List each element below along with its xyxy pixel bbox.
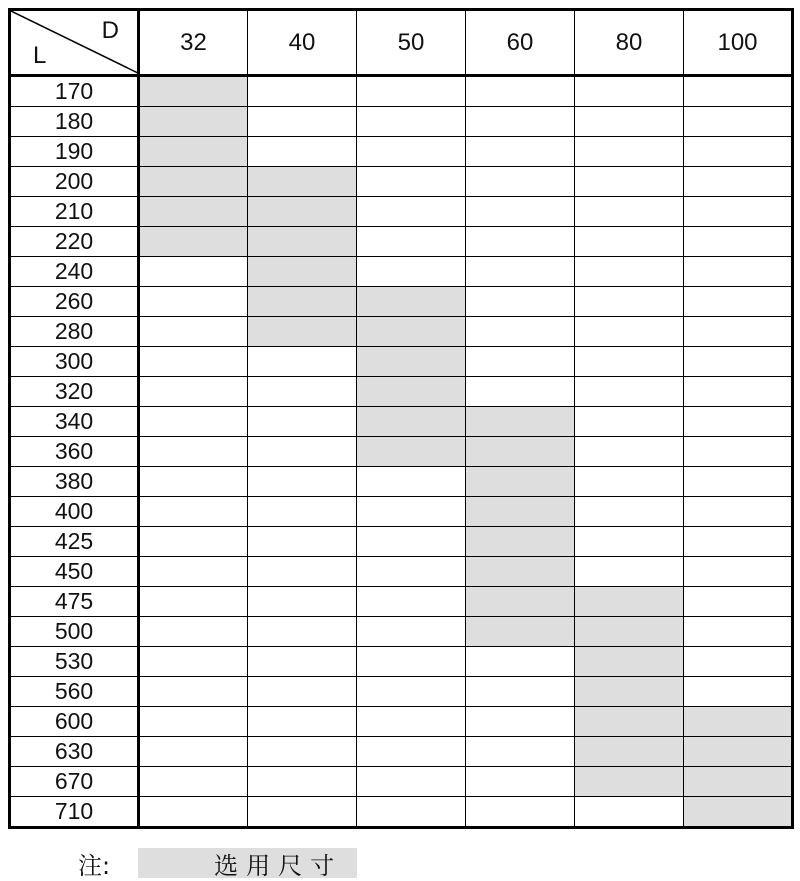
table-cell — [357, 197, 466, 227]
table-cell — [466, 137, 575, 167]
table-body — [10, 76, 793, 828]
row-axis-label: L — [33, 42, 47, 69]
table-row — [10, 437, 793, 467]
table-row — [10, 407, 793, 437]
table-cell — [139, 587, 248, 617]
table-cell — [248, 557, 357, 587]
row-header: 240 — [10, 257, 139, 287]
table-cell — [248, 737, 357, 767]
header-row — [10, 10, 793, 76]
table-cell — [466, 647, 575, 677]
selected-size-cell — [248, 287, 357, 317]
table-cell — [684, 557, 793, 587]
table-row — [10, 347, 793, 377]
table-cell — [575, 497, 684, 527]
table-row — [10, 527, 793, 557]
table-cell — [575, 377, 684, 407]
table-cell — [466, 197, 575, 227]
table-row — [10, 767, 793, 797]
row-header: 670 — [10, 767, 139, 797]
table-cell — [684, 377, 793, 407]
table-cell — [575, 437, 684, 467]
row-header: 340 — [10, 407, 139, 437]
row-header: 600 — [10, 707, 139, 737]
table-cell — [684, 107, 793, 137]
selected-size-cell — [575, 677, 684, 707]
row-header: 320 — [10, 377, 139, 407]
table-cell — [575, 227, 684, 257]
table-cell — [684, 407, 793, 437]
table-cell — [357, 76, 466, 107]
table-row — [10, 317, 793, 347]
column-header: 80 — [575, 10, 684, 76]
row-header: 210 — [10, 197, 139, 227]
table-cell — [139, 377, 248, 407]
row-header: 190 — [10, 137, 139, 167]
row-header: 630 — [10, 737, 139, 767]
table-row — [10, 197, 793, 227]
column-header: 32 — [139, 10, 248, 76]
table-row — [10, 707, 793, 737]
table-cell — [357, 167, 466, 197]
table-row — [10, 737, 793, 767]
column-axis-label: D — [101, 17, 119, 44]
table-cell — [575, 797, 684, 828]
column-header: 60 — [466, 10, 575, 76]
table-cell — [139, 317, 248, 347]
table-row — [10, 377, 793, 407]
selected-size-cell — [139, 227, 248, 257]
table-row — [10, 677, 793, 707]
table-cell — [684, 197, 793, 227]
table-cell — [248, 707, 357, 737]
table-cell — [248, 107, 357, 137]
selected-size-cell — [684, 767, 793, 797]
table-cell — [684, 137, 793, 167]
selected-size-cell — [684, 737, 793, 767]
row-header: 170 — [10, 76, 139, 107]
table-cell — [139, 437, 248, 467]
selected-size-cell — [248, 167, 357, 197]
row-header: 360 — [10, 437, 139, 467]
table-cell — [139, 527, 248, 557]
table-cell — [684, 647, 793, 677]
selected-size-cell — [466, 407, 575, 437]
table-cell — [684, 437, 793, 467]
table-cell — [248, 647, 357, 677]
table-cell — [466, 287, 575, 317]
row-header: 260 — [10, 287, 139, 317]
table-row — [10, 107, 793, 137]
table-cell — [684, 587, 793, 617]
table-cell — [575, 407, 684, 437]
table-cell — [466, 707, 575, 737]
table-row — [10, 257, 793, 287]
table-row — [10, 797, 793, 828]
table-cell — [139, 647, 248, 677]
table-cell — [248, 527, 357, 557]
selected-size-cell — [357, 347, 466, 377]
table-cell — [684, 497, 793, 527]
table-cell — [139, 287, 248, 317]
table-cell — [575, 557, 684, 587]
selected-size-cell — [139, 76, 248, 107]
table-cell — [357, 227, 466, 257]
table-cell — [248, 347, 357, 377]
table-cell — [248, 437, 357, 467]
table-cell — [357, 797, 466, 828]
table-cell — [466, 257, 575, 287]
size-selection-table — [8, 8, 794, 829]
table-cell — [684, 677, 793, 707]
corner-cell — [10, 10, 139, 76]
table-cell — [466, 347, 575, 377]
table-cell — [357, 107, 466, 137]
row-header: 280 — [10, 317, 139, 347]
selected-size-cell — [684, 707, 793, 737]
table-cell — [248, 497, 357, 527]
table-cell — [684, 467, 793, 497]
table-cell — [248, 587, 357, 617]
selected-size-cell — [575, 737, 684, 767]
table-cell — [139, 737, 248, 767]
table-cell — [357, 587, 466, 617]
table-cell — [684, 317, 793, 347]
table-cell — [575, 257, 684, 287]
row-header: 180 — [10, 107, 139, 137]
table-cell — [575, 137, 684, 167]
table-cell — [684, 527, 793, 557]
table-cell — [684, 167, 793, 197]
legend-note — [78, 848, 342, 878]
table-cell — [575, 167, 684, 197]
table-row — [10, 287, 793, 317]
selected-size-cell — [466, 587, 575, 617]
row-header: 300 — [10, 347, 139, 377]
table-cell — [139, 407, 248, 437]
table-cell — [466, 167, 575, 197]
row-header: 220 — [10, 227, 139, 257]
table-cell — [357, 257, 466, 287]
note-label: 注: — [78, 851, 111, 880]
table-cell — [684, 617, 793, 647]
table-cell — [248, 467, 357, 497]
table-cell — [357, 617, 466, 647]
table-cell — [139, 767, 248, 797]
selected-size-cell — [248, 257, 357, 287]
table-cell — [248, 407, 357, 437]
selected-size-cell — [466, 467, 575, 497]
selected-size-cell — [139, 107, 248, 137]
table-row — [10, 497, 793, 527]
selected-size-cell — [575, 707, 684, 737]
selected-size-cell — [466, 437, 575, 467]
selected-size-cell — [466, 617, 575, 647]
selected-size-cell — [248, 317, 357, 347]
table-cell — [466, 737, 575, 767]
table-cell — [139, 617, 248, 647]
table-row — [10, 467, 793, 497]
diagonal-divider — [11, 11, 139, 74]
table-cell — [248, 767, 357, 797]
row-header: 450 — [10, 557, 139, 587]
table-cell — [684, 76, 793, 107]
table-cell — [684, 227, 793, 257]
column-header: 40 — [248, 10, 357, 76]
table-cell — [139, 797, 248, 828]
table-cell — [357, 647, 466, 677]
selected-size-cell — [357, 437, 466, 467]
table-cell — [357, 467, 466, 497]
selected-size-cell — [684, 797, 793, 828]
table-cell — [575, 317, 684, 347]
row-header: 380 — [10, 467, 139, 497]
table-cell — [248, 76, 357, 107]
selected-size-cell — [357, 287, 466, 317]
table-cell — [248, 377, 357, 407]
table-cell — [357, 557, 466, 587]
selected-size-cell — [575, 587, 684, 617]
selected-size-cell — [357, 407, 466, 437]
row-header: 710 — [10, 797, 139, 828]
table-cell — [575, 107, 684, 137]
selected-size-cell — [357, 317, 466, 347]
column-header: 100 — [684, 10, 793, 76]
row-header: 530 — [10, 647, 139, 677]
table-cell — [357, 707, 466, 737]
table-row — [10, 617, 793, 647]
table-cell — [248, 617, 357, 647]
table-cell — [139, 467, 248, 497]
table-cell — [357, 497, 466, 527]
table-cell — [575, 76, 684, 107]
table-cell — [466, 677, 575, 707]
table-cell — [575, 467, 684, 497]
table-cell — [357, 137, 466, 167]
table-cell — [248, 797, 357, 828]
table-cell — [139, 347, 248, 377]
row-header: 500 — [10, 617, 139, 647]
table-cell — [575, 287, 684, 317]
row-header: 200 — [10, 167, 139, 197]
selected-size-cell — [357, 377, 466, 407]
column-header: 50 — [357, 10, 466, 76]
selected-size-cell — [248, 197, 357, 227]
table-cell — [139, 257, 248, 287]
row-header: 475 — [10, 587, 139, 617]
row-header: 560 — [10, 677, 139, 707]
table-row — [10, 557, 793, 587]
table-row — [10, 587, 793, 617]
table-cell — [466, 107, 575, 137]
table-cell — [466, 317, 575, 347]
table-cell — [575, 527, 684, 557]
table-cell — [684, 347, 793, 377]
table-cell — [248, 677, 357, 707]
table-cell — [575, 347, 684, 377]
table-cell — [139, 497, 248, 527]
table-cell — [466, 797, 575, 828]
table-cell — [684, 257, 793, 287]
table-row — [10, 167, 793, 197]
selected-size-cell — [139, 167, 248, 197]
table-cell — [357, 767, 466, 797]
table-cell — [684, 287, 793, 317]
table-cell — [248, 137, 357, 167]
selected-size-cell — [466, 527, 575, 557]
legend-text: 选用尺寸 — [214, 851, 343, 880]
table-cell — [139, 677, 248, 707]
selected-size-cell — [466, 497, 575, 527]
table-cell — [466, 767, 575, 797]
table-cell — [357, 527, 466, 557]
table-row — [10, 137, 793, 167]
selected-size-cell — [139, 197, 248, 227]
table-row — [10, 227, 793, 257]
table-cell — [357, 677, 466, 707]
table-cell — [466, 76, 575, 107]
table-cell — [575, 197, 684, 227]
selected-size-cell — [248, 227, 357, 257]
table-cell — [139, 707, 248, 737]
table-row — [10, 647, 793, 677]
table-cell — [357, 737, 466, 767]
row-header: 400 — [10, 497, 139, 527]
table-cell — [139, 557, 248, 587]
row-header: 425 — [10, 527, 139, 557]
table-row — [10, 76, 793, 107]
selected-size-cell — [575, 647, 684, 677]
selected-size-cell — [139, 137, 248, 167]
selected-size-cell — [575, 617, 684, 647]
table-cell — [466, 227, 575, 257]
selected-size-cell — [575, 767, 684, 797]
table-cell — [466, 377, 575, 407]
selected-size-cell — [466, 557, 575, 587]
